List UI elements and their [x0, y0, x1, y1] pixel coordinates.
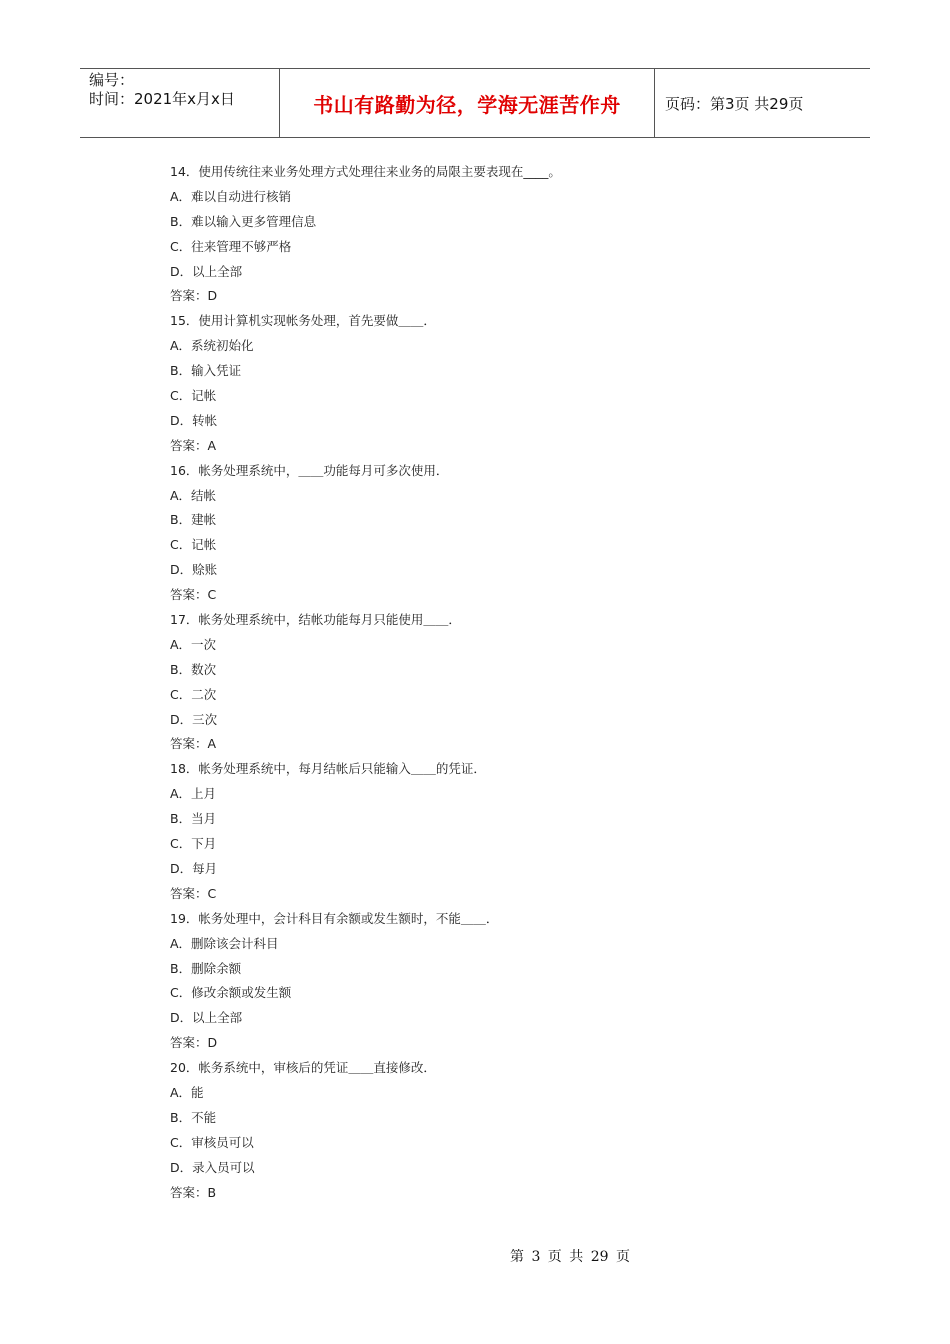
answer-option: D．赊账 [170, 562, 218, 578]
answer-key: 答案：A [170, 736, 217, 752]
answer-option: A．难以自动进行核销 [170, 188, 292, 204]
answer-key: 答案：A [170, 437, 217, 453]
answer-option: A．一次 [170, 636, 217, 652]
question-stem: 16．帐务处理系统中，＿＿功能每月可多次使用． [170, 462, 449, 478]
answer-option: C．修改余额或发生额 [170, 985, 292, 1001]
answer-option: A．结帐 [170, 487, 217, 503]
answer-option: C．审核员可以 [170, 1134, 254, 1150]
question-stem: 14．使用传统往来业务处理方式处理往来业务的局限主要表现在____。 [170, 164, 561, 179]
question-block [170, 907, 790, 1056]
answer-option: C．记帐 [170, 537, 217, 553]
question-block [170, 309, 790, 458]
answer-option: D．转帐 [170, 412, 218, 428]
answer-option: C．记帐 [170, 388, 217, 404]
question-stem: 19．帐务处理中，会计科目有余额或发生额时，不能＿＿． [170, 910, 499, 926]
answer-option: A．删除该会计科目 [170, 935, 279, 951]
answer-option: D．以上全部 [170, 1010, 243, 1026]
question-block [170, 608, 790, 757]
document-time-label: 时间：2021年x月x日 [89, 90, 235, 108]
answer-key: 答案：B [170, 1184, 217, 1200]
answer-key: 答案：C [170, 587, 217, 603]
answer-option: B．不能 [170, 1109, 217, 1125]
header-info-cell [80, 69, 280, 137]
answer-option: B．输入凭证 [170, 363, 242, 379]
question-block [170, 1056, 790, 1205]
question-stem: 20．帐务系统中，审核后的凭证＿＿直接修改． [170, 1060, 436, 1076]
question-block [170, 160, 790, 309]
answer-option: A．系统初始化 [170, 338, 254, 354]
answer-key: 答案：D [170, 1035, 218, 1051]
page-header [80, 68, 870, 138]
answer-option: C．二次 [170, 686, 217, 702]
answer-option: D．以上全部 [170, 263, 243, 279]
answer-option: B．删除余额 [170, 960, 242, 976]
question-list [170, 160, 790, 1205]
question-block [170, 757, 790, 906]
answer-option: B．数次 [170, 661, 217, 677]
answer-option: B．当月 [170, 811, 217, 827]
header-motto: 书山有路勤为径，学海无涯苦作舟 [280, 69, 655, 137]
answer-option: A．上月 [170, 786, 217, 802]
document-number-label: 编号： [89, 71, 135, 89]
answer-option: B．建帐 [170, 512, 217, 528]
answer-option: D．三次 [170, 711, 218, 727]
question-block [170, 459, 790, 608]
answer-option: D．每月 [170, 860, 218, 876]
answer-key: 答案：D [170, 288, 218, 304]
question-stem: 17．帐务处理系统中，结帐功能每月只能使用＿＿． [170, 612, 461, 628]
answer-option: C．往来管理不够严格 [170, 238, 292, 254]
header-page-indicator: 页码：第3页 共29页 [665, 94, 804, 113]
answer-option: D．录入员可以 [170, 1159, 255, 1175]
answer-option: B．难以输入更多管理信息 [170, 213, 317, 229]
answer-key: 答案：C [170, 885, 217, 901]
answer-option: A．能 [170, 1084, 204, 1100]
page-footer: 第 3 页 共 29 页 [510, 1249, 630, 1265]
question-stem: 15．使用计算机实现帐务处理，首先要做＿＿． [170, 313, 436, 329]
answer-option: C．下月 [170, 836, 217, 852]
question-stem: 18．帐务处理系统中，每月结帐后只能输入＿＿的凭证． [170, 761, 486, 777]
